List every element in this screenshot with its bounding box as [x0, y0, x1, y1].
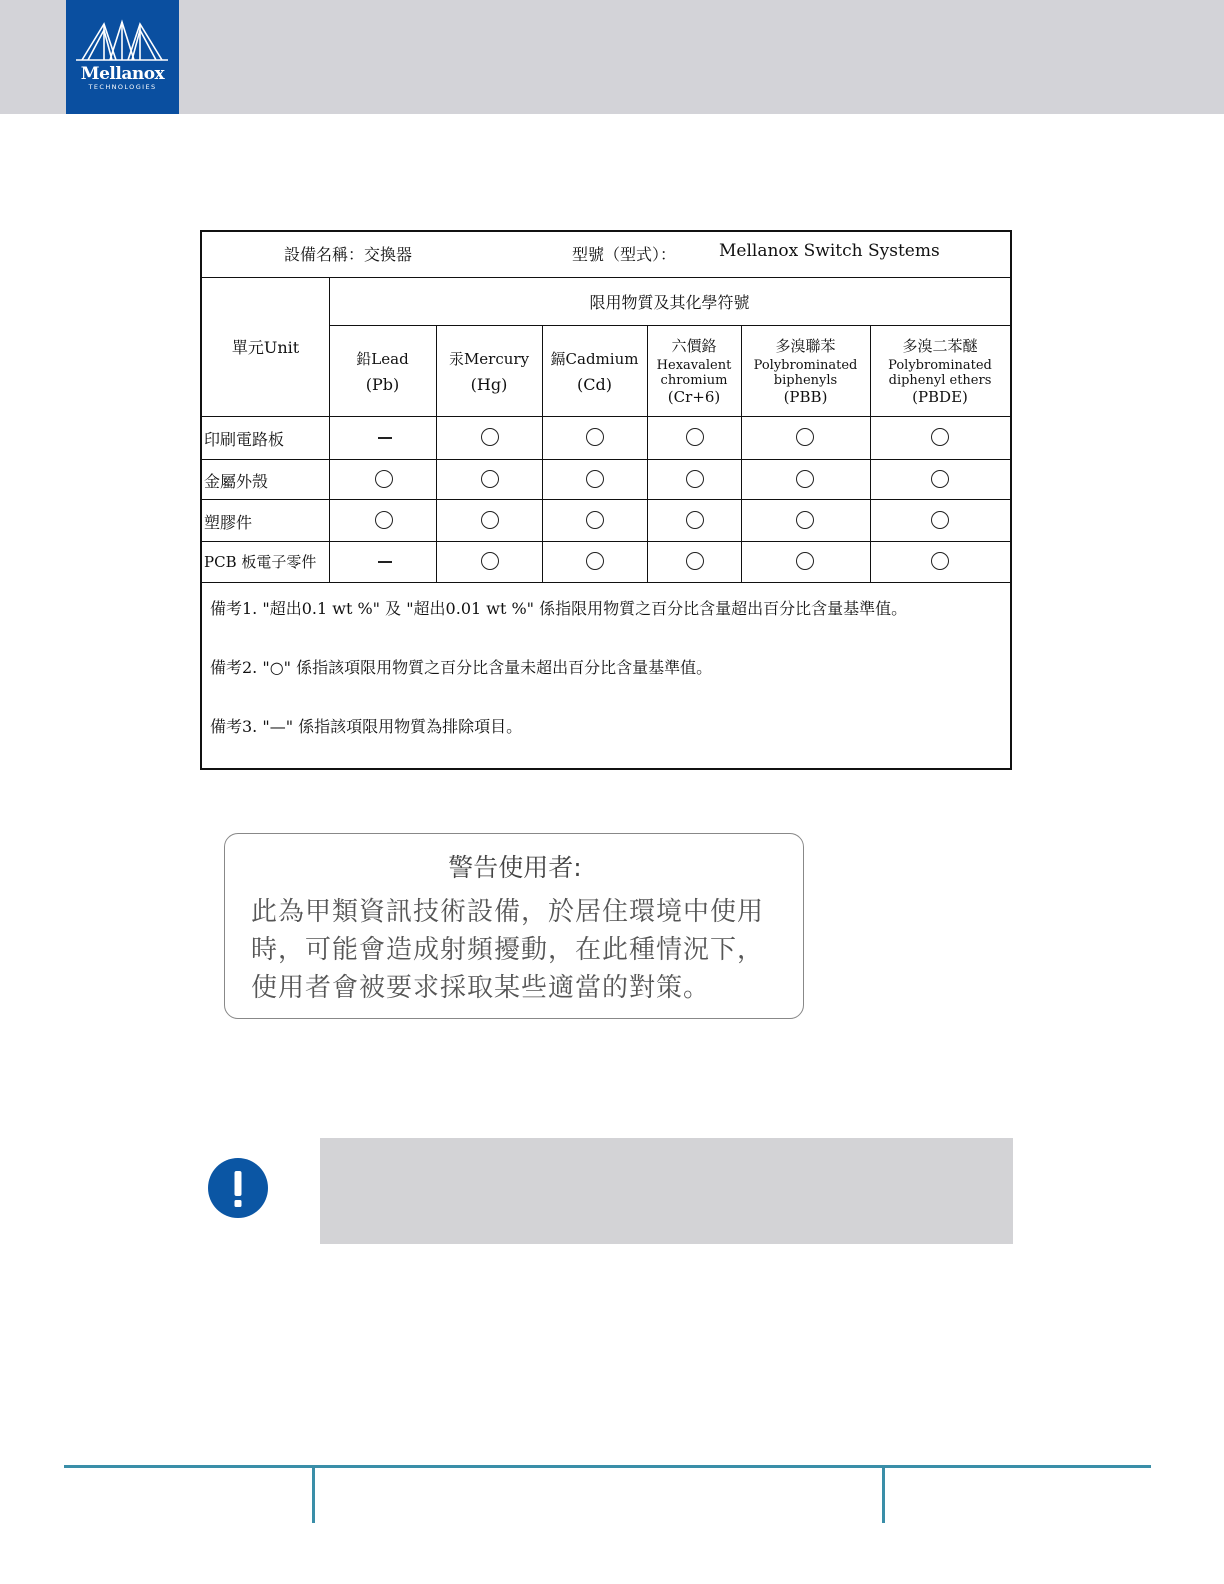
note-3: 備考3. "—" 係指該項限用物質為排除項目。	[210, 717, 523, 736]
row-label-pcb: 印刷電路板	[204, 430, 285, 449]
warning-line-2: 時，可能會造成射頻擾動，在此種情況下，	[251, 935, 765, 965]
mark-compliant	[375, 511, 393, 529]
model-label: 型號（型式）：	[572, 245, 677, 264]
warning-line-1: 此為甲類資訊技術設備，於居住環境中使用	[251, 897, 765, 927]
row-label-pcb-components: PCB 板電子零件	[204, 553, 317, 571]
class-a-warning-box	[224, 833, 804, 1019]
brand-subtitle: TECHNOLOGIES	[88, 83, 157, 91]
mark-compliant	[686, 470, 704, 488]
mark-compliant	[586, 511, 604, 529]
equipment-name-label: 設備名稱：交換器	[284, 245, 413, 264]
mark-compliant	[481, 552, 499, 570]
mark-compliant	[931, 428, 949, 446]
column-header-pbde: 多溴二苯醚 Polybrominated diphenyl ethers (PBDE)	[888, 337, 992, 406]
note-1: 備考1. "超出0.1 wt %" 及 "超出0.01 wt %" 係指限用物質之百分比含量超出百分比含量基準值。	[210, 599, 908, 618]
warning-title: 警告使用者:	[448, 853, 582, 882]
warning-line-3: 使用者會被要求採取某些適當的對策。	[251, 973, 711, 1003]
row-label-plastic: 塑膠件	[204, 513, 253, 532]
unit-header: 單元Unit	[231, 338, 300, 357]
mark-compliant	[375, 470, 393, 488]
mark-compliant	[931, 552, 949, 570]
mark-compliant	[481, 470, 499, 488]
column-header-lead: 鉛Lead (Pb)	[356, 349, 409, 394]
exclamation-icon	[207, 1158, 269, 1218]
brand-name: Mellanox	[80, 64, 165, 84]
restricted-substances-header: 限用物質及其化學符號	[589, 292, 750, 312]
column-header-mercury: 汞Mercury (Hg)	[448, 349, 530, 394]
mark-compliant	[686, 511, 704, 529]
footer-divider	[882, 1466, 885, 1523]
mark-compliant	[796, 428, 814, 446]
header-band	[0, 0, 1224, 114]
mark-compliant	[931, 511, 949, 529]
mark-compliant	[796, 552, 814, 570]
footer-divider	[312, 1466, 315, 1523]
rohs-table	[200, 230, 1012, 770]
mark-compliant	[796, 470, 814, 488]
notice-box	[320, 1138, 1013, 1244]
model-value: Mellanox Switch Systems	[719, 241, 940, 261]
column-header-hexavalent-chromium: 六價鉻 Hexavalent chromium (Cr+6)	[656, 337, 732, 406]
mark-compliant	[586, 470, 604, 488]
mark-compliant	[686, 428, 704, 446]
row-label-metal-case: 金屬外殼	[204, 472, 269, 491]
mark-compliant	[796, 511, 814, 529]
mark-compliant	[586, 552, 604, 570]
mark-excluded	[378, 561, 392, 563]
note-2: 備考2. "○" 係指該項限用物質之百分比含量未超出百分比含量基準值。	[210, 658, 713, 677]
column-header-cadmium: 鎘Cadmium (Cd)	[550, 349, 639, 394]
mark-compliant	[481, 511, 499, 529]
mark-compliant	[686, 552, 704, 570]
column-header-pbb: 多溴聯苯 Polybrominated biphenyls (PBB)	[753, 337, 858, 406]
mark-excluded	[378, 437, 392, 439]
mellanox-logo	[66, 0, 179, 114]
mark-compliant	[931, 470, 949, 488]
bridge-icon	[66, 0, 179, 64]
mark-compliant	[481, 428, 499, 446]
footer-rule	[64, 1465, 1151, 1468]
mark-compliant	[586, 428, 604, 446]
